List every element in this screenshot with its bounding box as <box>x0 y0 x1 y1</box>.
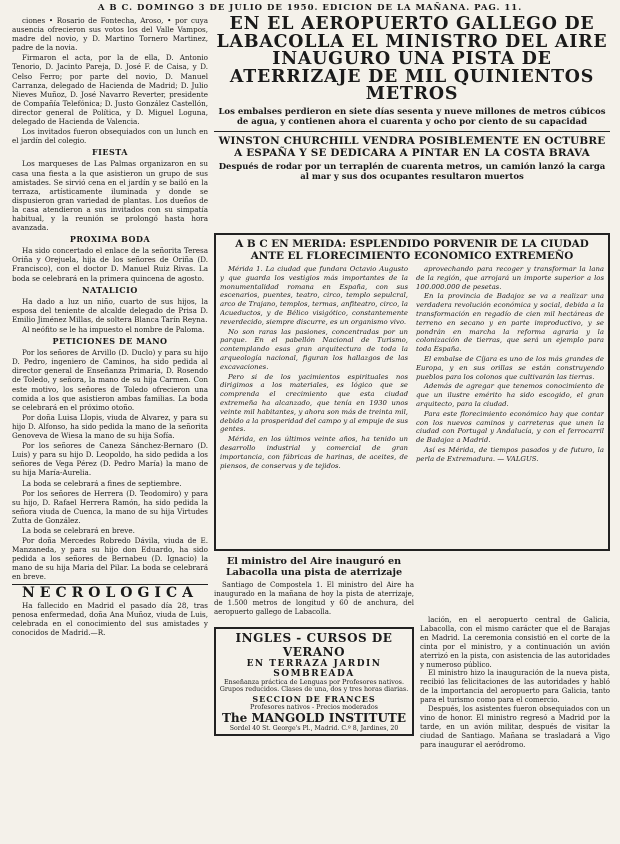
paragraph: Por los señores de Herrera (D. Teodomiro) y para su hijo, D. Rafael Herrera Ramón, ha sido pedida la señora viuda de Cuenca, la mano de su hija Virtudes Zutta de González. <box>12 488 208 525</box>
paragraph: aprovechando para recoger y transformar la lana de la región, que arrojará un importe superior a los 100.000.000 de pesetas. <box>416 265 604 291</box>
paragraph: Además de agregar que tenemos conocimiento de que un ilustre emérito ha sido escogido, el gran arquitecto, para la ciudad. <box>416 382 604 408</box>
paragraph: El embalse de Cíjara es uno de los más grandes de Europa, y en sus orillas se están construyendo pueblos para los colonos que cultivarán las tierras. <box>416 354 604 381</box>
paragraph: Por doña Luisa Llopis, viuda de Alvarez, y para su hijo D. Alfonso, ha sido pedida la mano de la señorita Genoveva de Wiesa la mano de su hija Sofía. <box>12 412 208 441</box>
page-header: A B C. DOMINGO 3 DE JULIO DE 1950. EDICION DE LA MAÑANA. PAG. 11. <box>97 3 523 13</box>
divider <box>214 131 610 132</box>
merida-box <box>214 233 610 551</box>
paragraph: Al neófito se le ha impuesto el nombre de Paloma. <box>22 325 205 334</box>
section-title-fiesta: FIESTA <box>91 147 129 158</box>
ad-line: Profesores nativos - Precios moderados <box>250 702 378 711</box>
paragraph: El ministro hizo la inauguración de la nueva pista, recibió las felicitaciones de las autoridades y habló de la importancia del aeropuerto para Galicia, tanto para el turismo como para el comercio. <box>420 669 610 705</box>
section-title-peticiones: PETICIONES DE MANO <box>52 336 168 347</box>
paragraph: Firmaron el acta, por la de ella, D. Antonio Tenorio, D. Jacinto Pareja, D. José F. de Caisa, y D. Celso Ferro; por parte del novio, D. Manuel Carranza, delegado de Hacienda de Madrid; D. Julio Nieves Muñoz, D. José Navarro Reverter, presidente de Compañía Telefónica; D. Justo González Castellón, director general de Política, y D. Miguel Loguna, delegado de Hacienda de Valencia. <box>12 53 208 127</box>
paragraph: Para este florecimiento económico hay que contar con los nuevos caminos y carreteras que unen la ciudad con Portugal y Andalucía, y con el ferrocarril de Badajoz a Madrid. <box>416 409 604 445</box>
paragraph: En la provincia de Badajoz se va a realizar una verdadera revolución económica y social, debida a la transformación en regadío de cien mil hectáreas de terreno en secano y en parte improductivo, y se pondrán en marcha la reforma agraria y la colonización de tierras, que será un ejemplo para toda España. <box>416 292 604 354</box>
story-continuation <box>420 616 610 750</box>
necrologica-title: NECROLOGICA <box>22 584 198 601</box>
paragraph: Mérida 1. La ciudad que fundara Octavio Augusto y que guarda los vestigios más importantes de la monumentalidad romana en España, con sus escenarios, puentes, teatro, circo, templo sepulcral, arco de Trajano, templos, termas, anfiteatro, circo, la Acueductos, y de Bélico visigótico, constantemente reverdecido, siempre discurre, es un organismo vivo. <box>220 265 408 326</box>
paragraph: Mérida, en los últimos veinte años, ha tenido un desarrollo industrial y comercial de gran importancia, con fábricas de harinas, de aceites, de piensos, de conservas y de tejidos. <box>220 435 408 470</box>
paragraph: Santiago de Compostela 1. El ministro del Aire ha inaugurado en la mañana de hoy la pista de aterrizaje, de 1.500 metros de longitud y 60 de anchura, del aeropuerto gallego de Labacolla. <box>214 581 414 616</box>
ad-address: Sordel 40 St. George's Pl., Madrid. C.º 8, Jardines, 20 <box>229 725 399 733</box>
ad-line: Enseñanza práctica de Lenguas por Profesores nativos. Grupos reducidos. Clases de una, dos y tres horas diarias. <box>219 677 409 694</box>
paragraph: Por los señores de Arvillo (D. Duclo) y para su hijo D. Pedro, ingeniero de Caminos, ha sido pedida al director general de Enseñanza Primaria, D. Rosendo de Toledo, y señora, la mano de su hija Carmen. Con este motivo, los señores de Toledo ofrecieron una comida a los que asistieron ambas familias. La boda se celebrará en el próximo otoño. <box>12 348 208 412</box>
paragraph: ciones • Rosario de Fontecha, Aroso, • por cuya ausencia ofrecieron sus votos los del Valle Vampos, madre del novio, y D. Martino Tornero Martinez, padre de la novia. <box>12 16 208 53</box>
ad-line: SECCION DE FRANCES <box>252 693 376 704</box>
headline: EN EL AEROPUERTO GALLEGO DE LABACOLLA EL MINISTRO DEL AIRE INAUGURO UNA PISTA DE ATERRIZAJE DE MIL QUINIENTOS METROS <box>216 14 608 104</box>
paragraph: Por doña Mercedes Robredo Dávila, viuda de E. Manzaneda, y para su hijo don Eduardo, ha sido pedida a los señores de Bernabeu (D. Ignacio) la mano de su hija Maria del Pilar. La boda se celebrará en breve. <box>12 536 208 582</box>
ad-line: EN TERRAZA JARDIN SOMBREADA <box>246 658 382 679</box>
subhead-camion: Después de rodar por un terraplén de cuarenta metros, un camión lanzó la carga al mar y sus dos ocupantes resultaron muertos <box>218 161 606 182</box>
ad-line: INGLES - CURSOS DE VERANO <box>235 630 393 659</box>
advertisement-box <box>214 627 414 737</box>
subhead: Los embalses perdieron en siete días sesenta y nueve millones de metros cúbicos de agua, y contienen ahora el cuarenta y ocho por ciento de su capacidad <box>218 106 606 127</box>
box-column-1 <box>220 265 408 550</box>
paragraph: Pero si de los yacimientos espirituales nos dirigimos a los materiales, es lógico que se comprenda el crecimiento que esta ciudad extremeña ha alcanzado, que tenía en 1930 unos veinte mil habitantes, y ahora son más de treinta mil, debido a la prosperidad del campo y al empuje de sus gentes. <box>220 372 408 434</box>
section-title-natalicio: NATALICIO <box>82 284 138 295</box>
social-column <box>12 16 208 842</box>
paragraph: Ha sido concertado el enlace de la señorita Teresa Oriña y Orejuela, hija de los señores de Oriña (D. Francisco), con el doctor D. Manuel Ruiz Rivas. La boda se celebrará en la primera quincena de agosto. <box>12 246 208 283</box>
box-title: A B C EN MERIDA: ESPLENDIDO PORVENIR DE LA CIUDAD ANTE EL FLORECIMIENTO ECONOMICO EXTREMEÑO <box>235 238 589 262</box>
paragraph: Ha dado a luz un niño, cuarto de sus hijos, la esposa del teniente de alcalde delegado de Prisa D. Emilio Jiménez Millas, de soltera Blanca Tarín Reyna. <box>12 296 208 324</box>
paragraph: Los marqueses de Las Palmas organizaron en su casa una fiesta a la que asistieron un grupo de sus amistades. Se sirvió cena en el jardín y se bailó en la terraza, artísticamente iluminada y donde se dispusieron gran variedad de plantas. Los dueños de la casa atendieron a sus invitados con su simpatía habitual, y la reunión se prolongó hasta hora avanzada. <box>12 159 208 233</box>
paragraph: lación, en el aeropuerto central de Galicia, Labacolla, con el mismo carácter que el de Barajas en Madrid. La ceremonia consistió en el corte de la cinta por el ministro, y a continuación un avión aterrizó en la pista, con asistencia de las autoridades y numeroso público. <box>420 616 610 669</box>
paragraph: Los invitados fueron obsequiados con un lunch en el jardín del colegio. <box>12 127 208 146</box>
box-column-2 <box>416 265 604 550</box>
paragraph: Así es Mérida, de tiempos pasados y de futuro, la perla de Extremadura. — VALGUS. <box>416 445 604 463</box>
paragraph: La boda se celebrará a fines de septiembre. <box>22 478 182 488</box>
section-title-proxima-boda: PROXIMA BODA <box>69 234 151 245</box>
ad-institute: The MANGOLD INSTITUTE <box>221 711 406 726</box>
paragraph: Después, los asistentes fueron obsequiados con un vino de honor. El ministro regresó a Madrid por la tarde, en un avión militar, después de visitar la ciudad de Santiago. Mañana se trasladará a Vigo para inaugurar el aeródromo. <box>420 705 610 749</box>
paragraph: La boda se celebrará en breve. <box>22 525 135 535</box>
headline-churchill: WINSTON CHURCHILL VENDRA POSIBLEMENTE EN OCTUBRE A ESPAÑA Y SE DEDICARA A PINTAR EN LA COSTA BRAVA <box>218 134 606 159</box>
paragraph: Ha fallecido en Madrid el pasado día 28, tras penosa enfermedad, doña Ana Muñoz, viuda de Luis, celebrada en el conocimiento del sus amistades y conocidos de Madrid.—R. <box>12 600 208 637</box>
main-story <box>214 16 610 186</box>
labacolla-story <box>214 556 610 842</box>
paragraph: No son raras las pasiones, concentradas por un parque. En el pabellón Nacional de Turismo, contemplando esas gran arquitectura de toda la arqueología nacional, figuran los hallazgos de las excavaciones. <box>220 327 408 371</box>
story-title: El ministro del Aire inauguró en Labacolla una pista de aterrizaje <box>225 556 403 578</box>
paragraph: Por los señores de Caneza Sánchez-Bernaro (D. Luis) y para su hijo D. Leopoldo, ha sido pedida a los señores de Vega Pérez (D. Pedro María) la mano de su hija María-Aurelia. <box>12 441 208 478</box>
